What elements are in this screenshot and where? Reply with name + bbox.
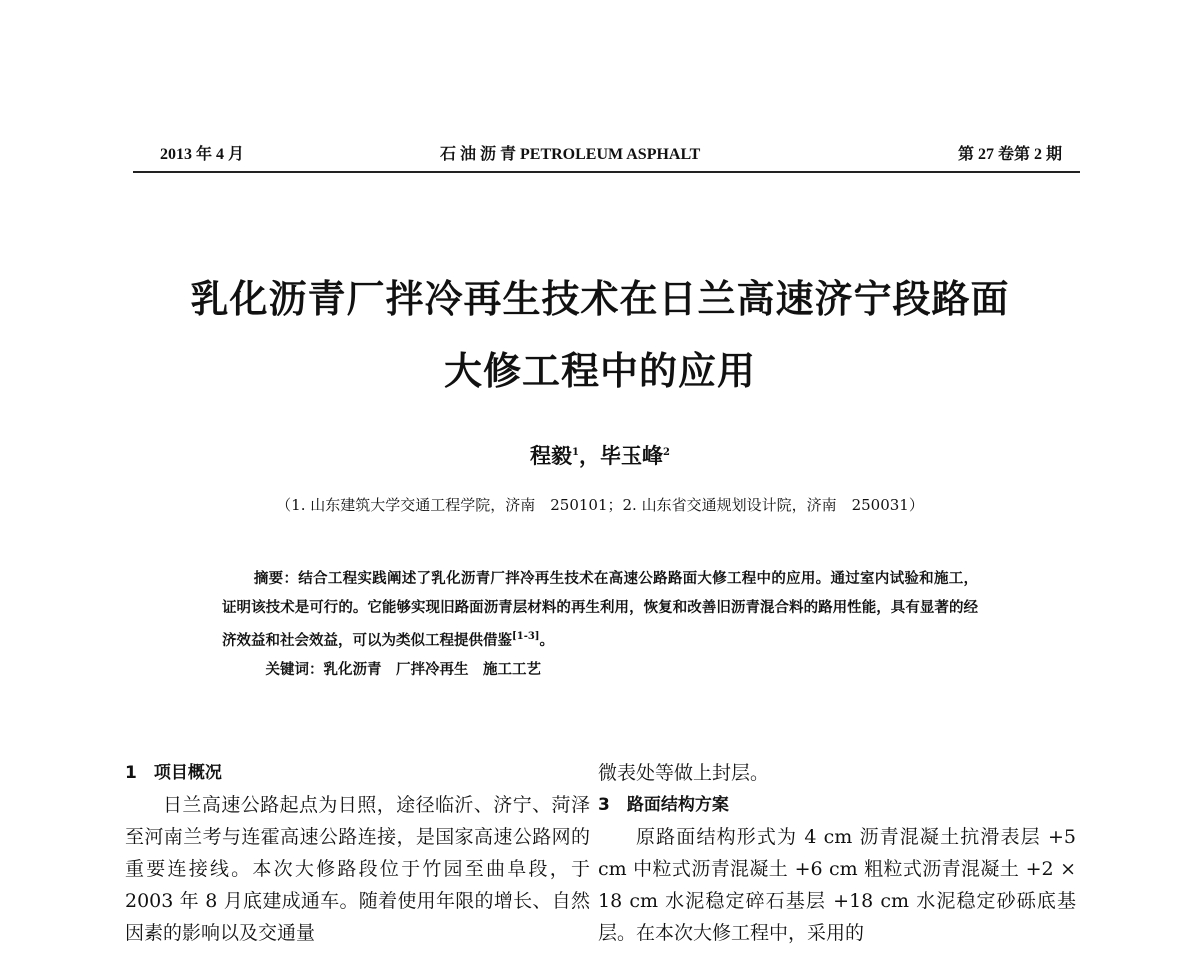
keywords-text: 乳化沥青 厂拌冷再生 施工工艺: [323, 660, 541, 678]
author-2-affil: 2: [663, 447, 670, 458]
column-1: [125, 757, 590, 949]
abstract-text: 结合工程实践阐述了乳化沥青厂拌冷再生技术在高速公路路面大修工程中的应用。通过室内试验和施工，证明该技术是可行的。它能够实现旧路面沥青层材料的再生利用，恢复和改善旧沥青混合料的路用性能，具有显著的经济效益和社会效益，可以为类似工程提供借鉴: [222, 570, 979, 649]
keywords-label: 关键词：: [265, 660, 324, 678]
title-line-1: 乳化沥青厂拌冷再生技术在日兰高速济宁段路面: [190, 277, 1010, 321]
affiliation: （1. 山东建筑大学交通工程学院，济南 250101；2. 山东省交通规划设计院，济南 250031）: [276, 496, 924, 514]
column-2: [598, 757, 1076, 949]
keywords: [266, 655, 979, 684]
abstract-ref: [1-3]: [512, 631, 540, 642]
header-volume: 第 27 卷第 2 期: [958, 146, 1063, 163]
author-1: 程毅: [530, 443, 573, 468]
abstract-label: 摘要：: [253, 570, 299, 587]
header-date: 2013 年 4 月: [160, 146, 245, 163]
section-3-paragraph: 原路面结构形式为 4 cm 沥青混凝土抗滑表层 +5 cm 中粒式沥青混凝土 +6 cm 粗粒式沥青混凝土 +2 × 18 cm 水泥稳定碎石基层 +18 cm 水泥稳定砂砾底基层。在本次大修工程中，采用的: [598, 826, 1076, 944]
title-line-2: 大修工程中的应用: [443, 349, 756, 393]
abstract: [222, 564, 978, 684]
abstract-end: 。: [539, 631, 555, 649]
author-2: 毕玉峰: [600, 443, 663, 468]
section-1-heading: 1 项目概况: [125, 763, 222, 783]
authors: [0, 440, 1200, 470]
continued-text: 微表处等做上封层。: [598, 762, 770, 784]
author-1-affil: 1: [572, 447, 579, 458]
author-sep: ，: [579, 443, 600, 468]
header-journal: 石 油 沥 青 PETROLEUM ASPHALT: [440, 146, 701, 163]
section-3-heading: 3 路面结构方案: [598, 795, 729, 815]
header-rule: [133, 171, 1080, 173]
section-1-paragraph: 日兰高速公路起点为日照，途径临沂、济宁、菏泽至河南兰考与连霍高速公路连接，是国家高速公路网的重要连接线。本次大修路段位于竹园至曲阜段，于 2003 年 8 月底建成通车。随着使用年限的增长、自然因素的影响以及交通量: [125, 794, 590, 944]
